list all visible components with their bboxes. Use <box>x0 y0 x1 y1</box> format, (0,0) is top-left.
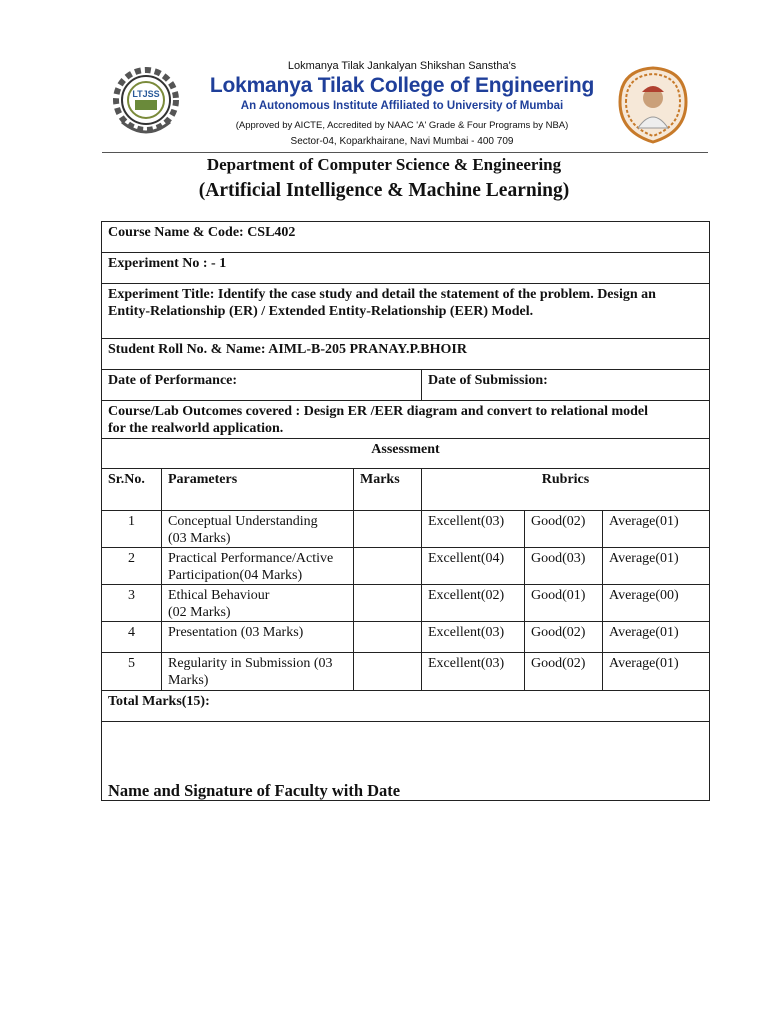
course-outcomes-line-1: Course/Lab Outcomes covered : Design ER /EER diagram and convert to relational model <box>108 404 649 419</box>
row-3-parameter <box>161 584 354 622</box>
trust-name: Lokmanya Tilak Jankalyan Shikshan Sanstha's <box>287 60 517 72</box>
col-parameters-header: Parameters <box>161 468 354 511</box>
row-5-srno: 5 <box>101 652 162 691</box>
row-4-good: Good(02) <box>524 621 603 653</box>
svg-text:LTJSS: LTJSS <box>132 89 160 99</box>
approval-line: (Approved by AICTE, Accredited by NAAC 'A' Grade & Four Programs by NBA) <box>235 120 569 131</box>
department-title: Department of Computer Science & Engineering <box>206 155 562 174</box>
row-5-parameter-line-2: Marks) <box>168 673 209 688</box>
founder-portrait-seal-icon <box>612 62 694 146</box>
row-3-parameter-line-2: (02 Marks) <box>168 605 231 620</box>
row-2-parameter-line-2: Participation(04 Marks) <box>168 568 303 583</box>
col-srno-header: Sr.No. <box>101 468 162 511</box>
experiment-title-line-1: Experiment Title: Identify the case study and detail the statement of the problem. Design an <box>108 287 656 302</box>
college-gear-emblem-icon <box>108 64 184 140</box>
branch-title: (Artificial Intelligence & Machine Learning) <box>198 180 570 201</box>
header-divider <box>102 152 708 153</box>
course-outcomes <box>101 400 710 439</box>
row-1-parameter <box>161 510 354 548</box>
row-5-average: Average(01) <box>602 652 710 691</box>
experiment-number: Experiment No : - 1 <box>101 252 710 284</box>
row-1-excellent: Excellent(03) <box>421 510 525 548</box>
student-roll-name: Student Roll No. & Name: AIML-B-205 PRANAY.P.BHOIR <box>101 338 710 370</box>
row-1-srno: 1 <box>101 510 162 548</box>
course-outcomes-line-2: for the realworld application. <box>108 421 284 436</box>
row-1-parameter-line-2: (03 Marks) <box>168 531 231 546</box>
row-1-good: Good(02) <box>524 510 603 548</box>
row-2-marks <box>353 547 422 585</box>
row-2-srno: 2 <box>101 547 162 585</box>
row-3-marks <box>353 584 422 622</box>
row-3-parameter-line-1: Ethical Behaviour <box>168 588 270 603</box>
row-2-excellent: Excellent(04) <box>421 547 525 585</box>
row-3-excellent: Excellent(02) <box>421 584 525 622</box>
row-4-excellent: Excellent(03) <box>421 621 525 653</box>
total-marks: Total Marks(15): <box>101 690 710 722</box>
experiment-title-line-2: Entity-Relationship (ER) / Extended Entity-Relationship (EER) Model. <box>108 304 534 319</box>
row-5-parameter-line-1: Regularity in Submission (03 <box>168 656 333 671</box>
faculty-signature-label: Name and Signature of Faculty with Date <box>108 781 401 800</box>
row-3-srno: 3 <box>101 584 162 622</box>
date-of-performance: Date of Performance: <box>101 369 422 401</box>
date-of-submission: Date of Submission: <box>421 369 710 401</box>
row-4-srno: 4 <box>101 621 162 653</box>
course-name-code: Course Name & Code: CSL402 <box>101 221 710 253</box>
col-marks-header: Marks <box>353 468 422 511</box>
row-4-marks <box>353 621 422 653</box>
row-4-parameter <box>161 621 354 653</box>
college-name: Lokmanya Tilak College of Engineering <box>209 74 595 97</box>
row-2-parameter <box>161 547 354 585</box>
row-5-good: Good(02) <box>524 652 603 691</box>
experiment-title <box>101 283 710 339</box>
row-3-average: Average(00) <box>602 584 710 622</box>
assessment-heading: Assessment <box>101 438 710 469</box>
row-4-average: Average(01) <box>602 621 710 653</box>
row-4-parameter-line-1: Presentation (03 Marks) <box>168 625 304 640</box>
row-5-parameter <box>161 652 354 691</box>
affiliation: An Autonomous Institute Affiliated to University of Mumbai <box>240 100 564 112</box>
row-5-marks <box>353 652 422 691</box>
row-3-good: Good(01) <box>524 584 603 622</box>
row-1-average: Average(01) <box>602 510 710 548</box>
letterhead <box>102 56 708 154</box>
row-2-good: Good(03) <box>524 547 603 585</box>
row-1-parameter-line-1: Conceptual Understanding <box>168 514 318 529</box>
row-2-parameter-line-1: Practical Performance/Active <box>168 551 334 566</box>
faculty-signature-box <box>101 721 710 801</box>
row-2-average: Average(01) <box>602 547 710 585</box>
row-5-excellent: Excellent(03) <box>421 652 525 691</box>
col-rubrics-header: Rubrics <box>421 468 710 511</box>
address: Sector-04, Koparkhairane, Navi Mumbai - 400 709 <box>290 136 514 147</box>
experiment-form <box>101 221 710 801</box>
row-1-marks <box>353 510 422 548</box>
